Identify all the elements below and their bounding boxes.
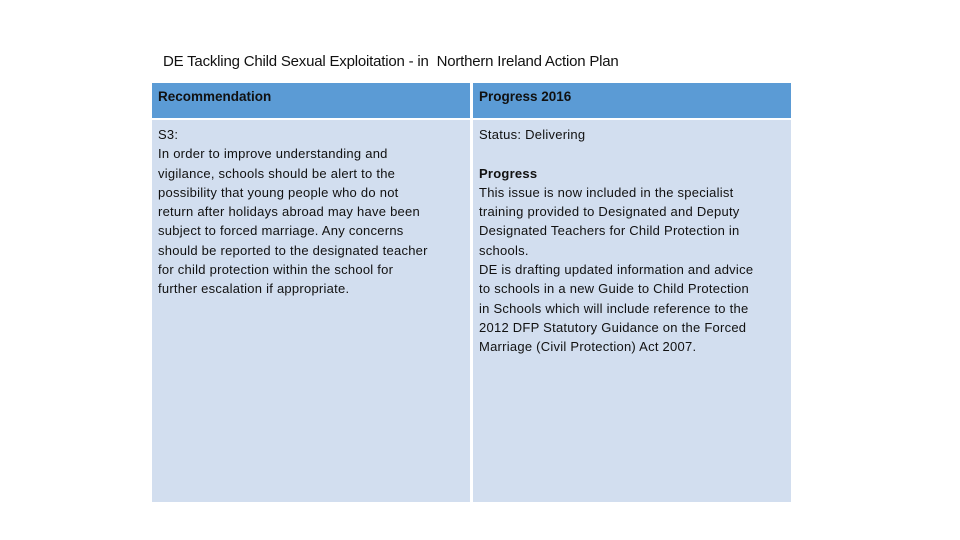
progress-line: to schools in a new Guide to Child Protection bbox=[479, 281, 749, 297]
progress-line: Designated Teachers for Child Protection in bbox=[479, 223, 740, 239]
recommendation-line: subject to forced marriage. Any concerns bbox=[158, 223, 404, 239]
progress-cell bbox=[473, 120, 791, 502]
spacer bbox=[479, 144, 785, 163]
recommendation-line: possibility that young people who do not bbox=[158, 184, 399, 200]
recommendation-line: vigilance, schools should be alert to the bbox=[158, 165, 396, 181]
recommendation-line: should be reported to the designated teacher bbox=[158, 242, 428, 258]
progress-line: training provided to Designated and Deputy bbox=[479, 204, 740, 220]
progress-heading: Progress bbox=[479, 165, 538, 181]
progress-line: in Schools which will include reference to the bbox=[479, 300, 749, 316]
status-text: Status: Delivering bbox=[479, 127, 586, 142]
progress-line: DE is drafting updated information and advice bbox=[479, 262, 754, 278]
progress-line: Marriage (Civil Protection) Act 2007. bbox=[479, 339, 697, 355]
recommendation-line: In order to improve understanding and bbox=[158, 146, 388, 162]
recommendation-cell bbox=[152, 120, 470, 502]
header-recommendation: Recommendation bbox=[152, 83, 470, 118]
progress-line: schools. bbox=[479, 242, 529, 258]
action-plan-table bbox=[152, 83, 791, 502]
progress-line: This issue is now included in the specialist bbox=[479, 184, 734, 200]
recommendation-line: return after holidays abroad may have been bbox=[158, 204, 420, 220]
header-progress: Progress 2016 bbox=[473, 83, 791, 118]
recommendation-id: S3: bbox=[158, 127, 179, 142]
recommendation-line: further escalation if appropriate. bbox=[158, 281, 350, 297]
recommendation-line: for child protection within the school for bbox=[158, 262, 394, 278]
progress-line: 2012 DFP Statutory Guidance on the Forced bbox=[479, 319, 747, 335]
page-title: DE Tackling Child Sexual Exploitation - in Northern Ireland Action Plan bbox=[163, 53, 619, 70]
